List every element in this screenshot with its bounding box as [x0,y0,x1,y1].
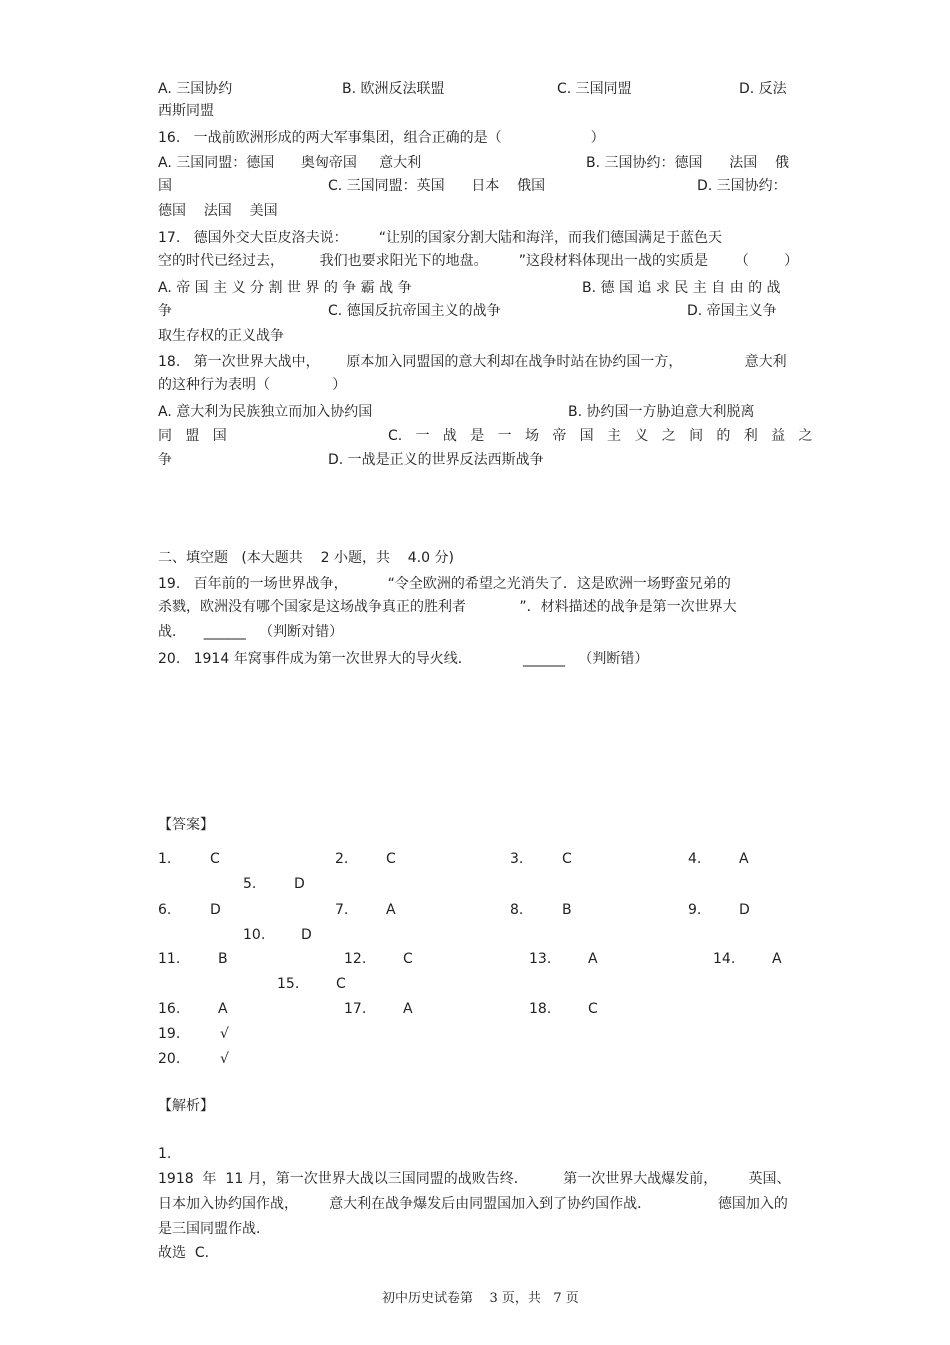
q19-stem-line3: 战． ______ （判断对错） [158,624,344,640]
answer-value: A [772,951,782,967]
q15-option-d: D. 反法 [739,81,787,97]
answer-value: D [210,902,221,918]
answer-value: D [294,876,305,892]
q18-stem-line1: 18. 第一次世界大战中， 原本加入同盟国的意大利却在战争时站在协约国一方， 意大利 [158,354,787,370]
answer-number: 3. [510,851,524,867]
q18-option-b: B. 协约国一方胁迫意大利脱离 [568,404,755,420]
answer-number: 10. [243,927,266,943]
analysis-line-2: 日本加入协约国作战， 意大利在战争爆发后由同盟国加入到了协约国作战． 德国加入的 [158,1196,788,1212]
answer-value: C [403,951,413,967]
answer-number: 2. [335,851,349,867]
q19-stem-line2: 杀戮，欧洲没有哪个国家是这场战争真正的胜利者 ”．材料描述的战争是第一次世界大 [158,599,737,615]
q16-option-d: D. 三国协约： [697,178,787,194]
q17-option-a: A. 帝 国 主 义 分 割 世 界 的 争 霸 战 争 [158,280,412,296]
answer-number: 6. [158,902,172,918]
q17-stem-line2: 空的时代已经过去， 我们也要求阳光下的地盘。 ”这段材料体现出一战的实质是 （ ） [158,253,799,269]
answer-value: C [336,976,346,992]
answer-number: 5. [243,876,257,892]
section-fill-blank-title: 二、填空题 (本大题共 2 小题，共 4.0 分) [158,550,454,566]
answer-value: A [403,1001,413,1017]
answer-number: 7. [335,902,349,918]
answer-number: 4. [688,851,702,867]
answer-value: A [588,951,598,967]
q16-option-a: A. 三国同盟：德国 奥匈帝国 意大利 [158,155,422,171]
q17-option-b-wrap: 争 [158,303,172,319]
q18-option-d: D. 一战是正义的世界反法西斯战争 [328,452,544,468]
q20-stem: 20. 1914 年窝事件成为第一次世界大的导火线． [158,651,472,667]
q16-stem: 16. 一战前欧洲形成的两大军事集团，组合正确的是（ ） [158,130,605,146]
q18-option-a: A. 意大利为民族独立而加入协约国 [158,404,373,420]
q16-option-b: B. 三国协约：德国 法国 俄 [586,155,790,171]
q16-option-c: C. 三国同盟：英国 日本 俄国 [328,178,546,194]
q15-option-d-wrap: 西斯同盟 [158,103,214,119]
answer-value: D [301,927,312,943]
analysis-heading: 【解析】 [158,1098,214,1114]
analysis-item-number: 1. [158,1146,172,1162]
answer-value: C [588,1001,598,1017]
answer-value: B [218,951,228,967]
analysis-line-3: 是三国同盟作战． [158,1221,270,1237]
q18-stem-line2: 的这种行为表明（ ） [158,377,347,393]
q19-stem-line1: 19. 百年前的一场世界战争， “令全欧洲的希望之光消失了．这是欧洲一场野蛮兄弟的 [158,576,731,592]
q17-option-c: C. 德国反抗帝国主义的战争 [328,303,501,319]
q16-option-b-wrap: 国 [158,178,172,194]
q16-option-d-wrap: 德国 法国 美国 [158,203,278,219]
q15-option-b: B. 欧洲反法联盟 [342,81,445,97]
q15-option-a: A. 三国协约 [158,81,233,97]
analysis-line-1: 1918 年 11 月，第一次世界大战以三国同盟的战败告终． 第一次世界大战爆发前， 英国、 [158,1171,791,1187]
q20-blank: ______ （判断错） [523,651,649,667]
answer-number: 16. [158,1001,181,1017]
answer-value: C [386,851,396,867]
answer-number: 18. [529,1001,552,1017]
q15-option-c: C. 三国同盟 [557,81,632,97]
answer-value: A [386,902,396,918]
answer-value: A [739,851,749,867]
answer-value: √ [220,1026,229,1042]
answers-heading: 【答案】 [158,817,214,833]
answer-number: 15. [277,976,300,992]
analysis-conclusion: 故选 C. [158,1245,210,1261]
answer-number: 11. [158,951,181,967]
answer-number: 14. [713,951,736,967]
page-footer: 初中历史试卷第 3 页，共 7 页 [382,1291,579,1306]
answer-number: 13. [529,951,552,967]
answer-number: 20. [158,1051,181,1067]
answer-number: 17. [344,1001,367,1017]
answer-value: √ [220,1051,229,1067]
q17-option-d: D. 帝国主义争 [687,303,777,319]
answer-number: 8. [510,902,524,918]
q18-option-c: C. 一 战 是 一 场 帝 国 主 义 之 间 的 利 益 之 [388,428,813,444]
answer-value: A [218,1001,228,1017]
answer-number: 9. [688,902,702,918]
q17-option-d-wrap: 取生存权的正义战争 [158,328,284,344]
answer-value: C [562,851,572,867]
answer-number: 1. [158,851,172,867]
answer-value: C [210,851,220,867]
answer-value: B [562,902,572,918]
q17-option-b: B. 德 国 追 求 民 主 自 由 的 战 [582,280,781,296]
answer-number: 12. [344,951,367,967]
q18-option-c-wrap: 争 [158,452,172,468]
q18-option-b-wrap: 同 盟 国 [158,428,227,444]
answer-value: D [739,902,750,918]
answer-number: 19. [158,1026,181,1042]
q17-stem-line1: 17. 德国外交大臣皮洛夫说： “让别的国家分割大陆和海洋，而我们德国满足于蓝色天 [158,230,723,246]
